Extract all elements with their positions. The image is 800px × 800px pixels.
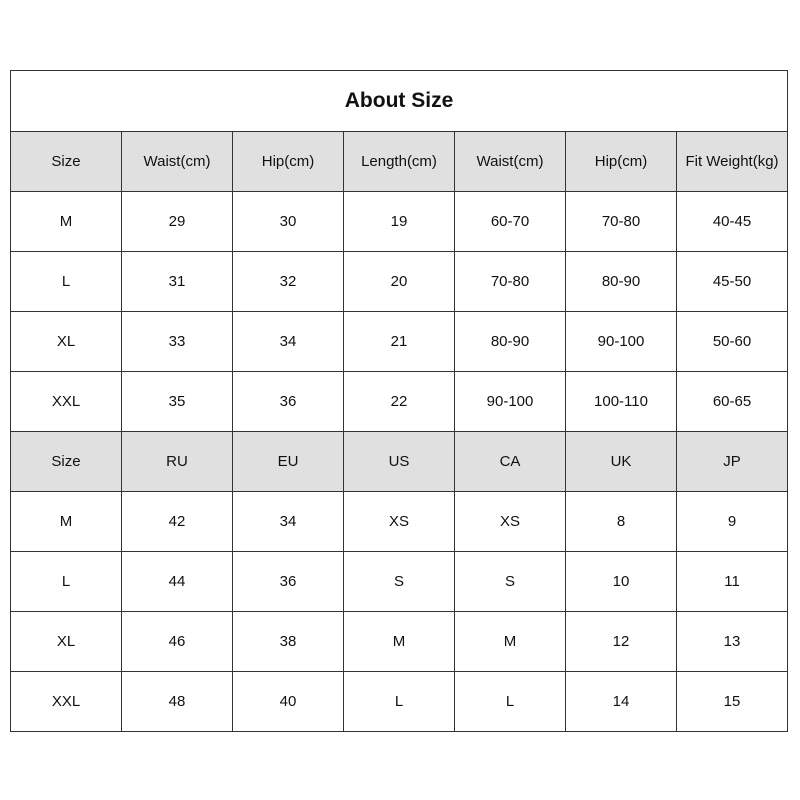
table-cell: 32 <box>233 252 344 312</box>
table-cell: 36 <box>233 552 344 612</box>
table-cell: M <box>344 612 455 672</box>
size-label-cell: M <box>11 492 122 552</box>
table-cell: 11 <box>677 552 788 612</box>
table-cell: 48 <box>122 672 233 732</box>
table-row <box>11 672 788 732</box>
table-cell: 8 <box>566 492 677 552</box>
table-cell: 90-100 <box>566 312 677 372</box>
table-cell: 38 <box>233 612 344 672</box>
table-cell: 70-80 <box>566 192 677 252</box>
table-cell: 20 <box>344 252 455 312</box>
header-cell: CA <box>455 432 566 492</box>
table-cell: 40-45 <box>677 192 788 252</box>
table-cell: M <box>455 612 566 672</box>
table-cell: S <box>455 552 566 612</box>
table-cell: 9 <box>677 492 788 552</box>
table-cell: 36 <box>233 372 344 432</box>
table-cell: XS <box>344 492 455 552</box>
size-label-cell: L <box>11 252 122 312</box>
header-cell: Hip(cm) <box>233 132 344 192</box>
table-cell: 31 <box>122 252 233 312</box>
table-cell: L <box>455 672 566 732</box>
header-cell: RU <box>122 432 233 492</box>
table-cell: 46 <box>122 612 233 672</box>
size-label-cell: L <box>11 552 122 612</box>
table-cell: 10 <box>566 552 677 612</box>
header-cell: Length(cm) <box>344 132 455 192</box>
table-row <box>11 252 788 312</box>
table-cell: S <box>344 552 455 612</box>
table-cell: 14 <box>566 672 677 732</box>
size-label-cell: XL <box>11 312 122 372</box>
header-cell: Size <box>11 432 122 492</box>
table-row <box>11 192 788 252</box>
header-cell: Hip(cm) <box>566 132 677 192</box>
table-cell: 34 <box>233 312 344 372</box>
table-cell: 34 <box>233 492 344 552</box>
table-cell: 80-90 <box>566 252 677 312</box>
table-cell: 80-90 <box>455 312 566 372</box>
table-cell: 60-70 <box>455 192 566 252</box>
header-cell: EU <box>233 432 344 492</box>
table-cell: 21 <box>344 312 455 372</box>
table-row <box>11 552 788 612</box>
table-cell: 13 <box>677 612 788 672</box>
table-cell: 44 <box>122 552 233 612</box>
header-cell: JP <box>677 432 788 492</box>
size-label-cell: XXL <box>11 372 122 432</box>
chart-title: About Size <box>11 71 788 132</box>
table-cell: 12 <box>566 612 677 672</box>
table-cell: 19 <box>344 192 455 252</box>
header-cell: Waist(cm) <box>122 132 233 192</box>
header-cell: US <box>344 432 455 492</box>
table-cell: 33 <box>122 312 233 372</box>
table-cell: 45-50 <box>677 252 788 312</box>
size-chart-table <box>10 70 788 732</box>
table-cell: 29 <box>122 192 233 252</box>
table-row <box>11 372 788 432</box>
title-row <box>11 71 788 132</box>
size-label-cell: XL <box>11 612 122 672</box>
table-cell: 50-60 <box>677 312 788 372</box>
table-cell: 60-65 <box>677 372 788 432</box>
table-cell: XS <box>455 492 566 552</box>
table-row <box>11 612 788 672</box>
table-cell: 30 <box>233 192 344 252</box>
size-label-cell: M <box>11 192 122 252</box>
table-cell: 70-80 <box>455 252 566 312</box>
table-cell: 15 <box>677 672 788 732</box>
table-cell: 42 <box>122 492 233 552</box>
table-row <box>11 312 788 372</box>
header-cell: Fit Weight(kg) <box>677 132 788 192</box>
header-cell: UK <box>566 432 677 492</box>
size-label-cell: XXL <box>11 672 122 732</box>
table-cell: 100-110 <box>566 372 677 432</box>
measurement-header-row <box>11 132 788 192</box>
conversion-header-row <box>11 432 788 492</box>
table-cell: L <box>344 672 455 732</box>
header-cell: Waist(cm) <box>455 132 566 192</box>
table-row <box>11 492 788 552</box>
table-cell: 22 <box>344 372 455 432</box>
table-cell: 90-100 <box>455 372 566 432</box>
table-cell: 35 <box>122 372 233 432</box>
header-cell: Size <box>11 132 122 192</box>
table-cell: 40 <box>233 672 344 732</box>
